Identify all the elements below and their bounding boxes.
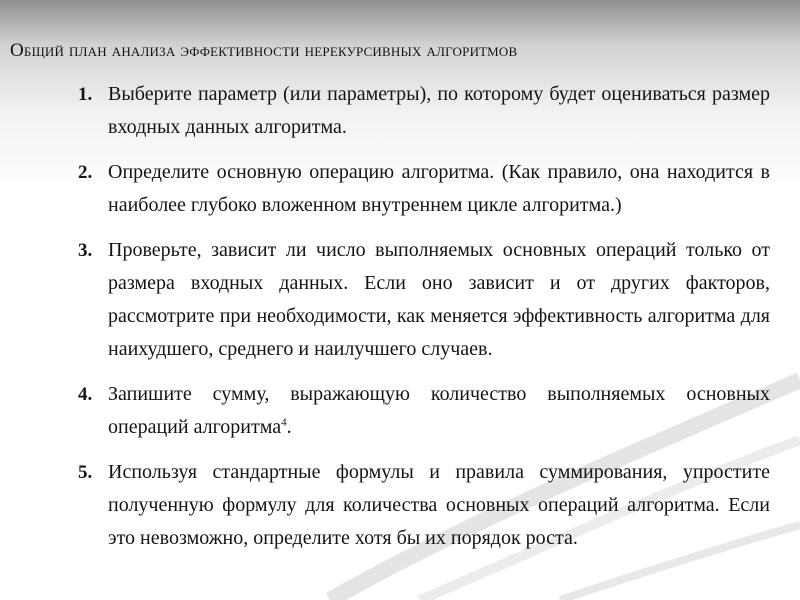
list-item [78, 78, 770, 144]
list-item [78, 456, 770, 555]
step-text-container [108, 378, 770, 444]
steps-list [78, 78, 770, 567]
page-title: Общий план анализа эффективности нерекурсивных алгоритмов [10, 40, 518, 61]
list-item [78, 156, 770, 222]
step-text: Используя стандартные формулы и правила суммирования, упростите полученную формулу для количества основных операций алгоритма. Если это невозможно, определите хотя бы их порядок роста. [108, 461, 770, 549]
step-text-end: . [286, 416, 292, 438]
step-number: 2. [78, 162, 93, 183]
step-text: Определите основную операцию алгоритма. (Как правило, она находится в наиболее глубоко вложенном внутреннем цикле алгоритма.) [108, 161, 770, 216]
step-number: 1. [78, 84, 93, 105]
step-text: Проверьте, зависит ли число выполняемых основных операций только от размера входных данных. Если оно зависит и от других факторов, рассмотрите при необходимости, как меняется эффективность алгоритма для наихудшего, среднего и наилучшего случаев. [108, 239, 770, 360]
step-text: Выберите параметр (или параметры), по которому будет оцениваться размер входных данных алгоритма. [108, 83, 770, 138]
list-item [78, 378, 770, 444]
footnote-marker: 4 [281, 416, 287, 429]
step-text: Запишите сумму, выражающую количество выполняемых основных операций алгоритма [108, 383, 770, 438]
step-number: 3. [78, 240, 93, 261]
list-item [78, 234, 770, 366]
step-number: 5. [78, 462, 93, 483]
step-number: 4. [78, 384, 93, 405]
